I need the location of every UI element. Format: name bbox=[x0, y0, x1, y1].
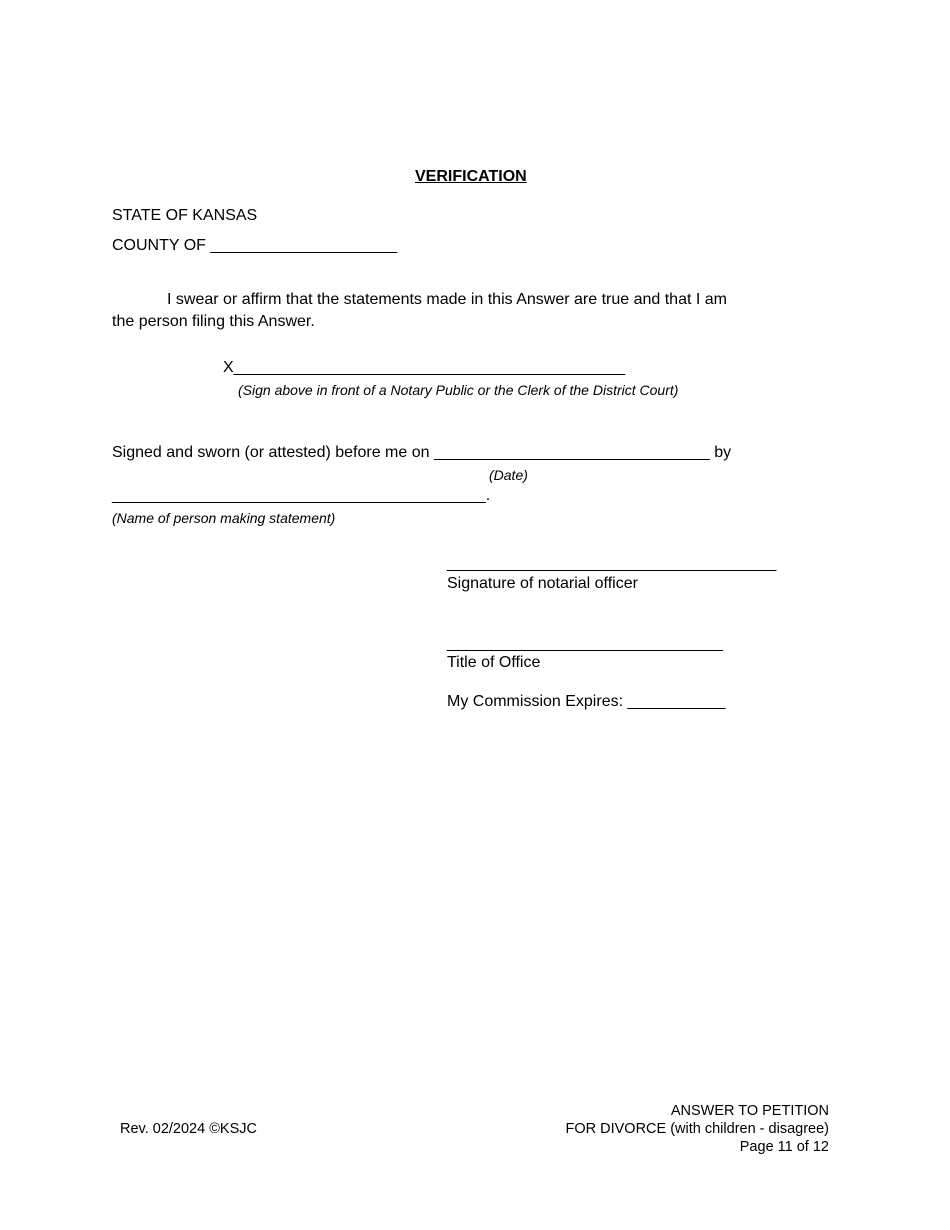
date-caption: (Date) bbox=[489, 467, 528, 483]
notary-signature-blank: _____________________________________ bbox=[447, 555, 777, 572]
affiant-signature-line: X____________________________________________ bbox=[223, 359, 626, 376]
revision-note: Rev. 02/2024 ©KSJC bbox=[120, 1121, 257, 1137]
oath-text-line1: I swear or affirm that the statements made in this Answer are true and that I am bbox=[167, 291, 727, 308]
title-of-office-label: Title of Office bbox=[447, 654, 541, 671]
document-title-line2: FOR DIVORCE (with children - disagree) bbox=[565, 1121, 829, 1137]
county-line: COUNTY OF _____________________ bbox=[112, 237, 398, 254]
state-line: STATE OF KANSAS bbox=[112, 207, 258, 224]
oath-text-line2: the person filing this Answer. bbox=[112, 313, 315, 330]
sworn-line: Signed and sworn (or attested) before me on _______________________________ by bbox=[112, 444, 732, 461]
commission-expires-line: My Commission Expires: ___________ bbox=[447, 693, 726, 710]
name-caption: (Name of person making statement) bbox=[112, 510, 336, 526]
document-title-line1: ANSWER TO PETITION bbox=[670, 1103, 829, 1119]
name-line: __________________________________________. bbox=[112, 487, 491, 504]
page-title: VERIFICATION bbox=[415, 168, 527, 185]
page-number: Page 11 of 12 bbox=[739, 1139, 829, 1155]
notary-signature-label: Signature of notarial officer bbox=[447, 575, 638, 592]
signature-caption: (Sign above in front of a Notary Public or the Clerk of the District Court) bbox=[238, 382, 679, 398]
title-of-office-blank: _______________________________ bbox=[447, 635, 723, 652]
